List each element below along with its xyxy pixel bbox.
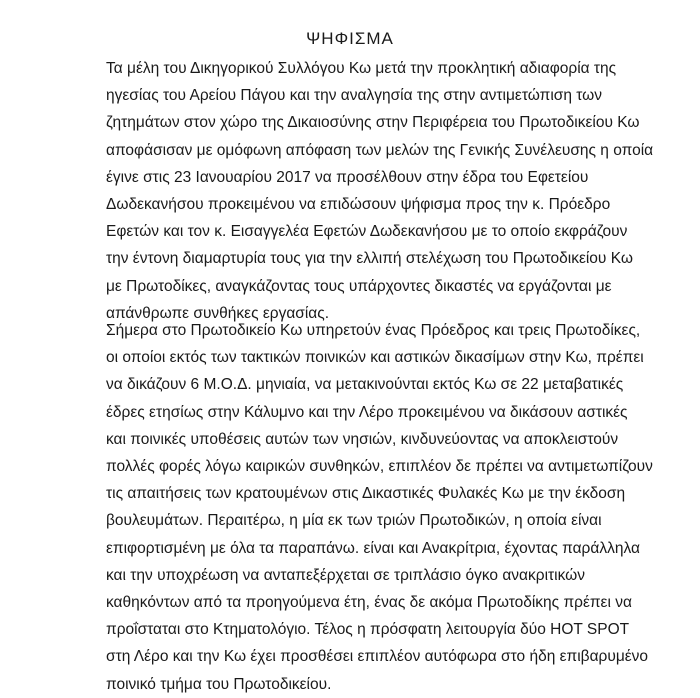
text-line: Τα μέλη του Δικηγορικού Συλλόγου Κω μετά την προκλητική αδιαφορία της	[106, 60, 617, 77]
text-line: έδρες ετησίως στην Κάλυμνο και την Λέρο προκειμένου να δικάσουν αστικές	[106, 403, 628, 421]
text-line: απάνθρωπε συνθήκες εργασίας.	[106, 304, 330, 322]
text-line: έγινε στις 23 Ιανουαρίου 2017 να προσέλθουν στην έδρα του Εφετείου	[106, 168, 589, 186]
text-line: στη Λέρο και την Κω έχει προσθέσει επιπλέον αυτόφωρα στο ήδη επιβαρυμένο	[106, 648, 649, 666]
text-line: να δικάζουν 6 Μ.Ο.Δ. μηνιαία, να μετακινούνται εκτός Κω σε 22 μεταβατικές	[106, 376, 624, 394]
text-line: τις απαιτήσεις των κρατουμένων στις Δικαστικές Φυλακές Κω με την έκδοση	[106, 485, 626, 503]
text-line: προΐσταται στο Κτηματολόγιο. Τέλος η πρόσφατη λειτουργία δύο HOT SPOT	[106, 621, 630, 639]
paragraph-1	[106, 55, 654, 327]
text-line: Εφετών και τον κ. Εισαγγελέα Εφετών Δωδεκανήσου με το οποίο εκφράζουν	[106, 223, 628, 241]
text-line: βουλευμάτων. Περαιτέρω, η μία εκ των τριών Πρωτοδικών, η οποία είναι	[106, 512, 602, 530]
text-line: την έντονη διαμαρτυρία τους για την ελλιπή στελέχωση του Πρωτοδικείου Κω	[106, 250, 633, 268]
text-line: Δωδεκανήσου προκειμένου να επιδώσουν ψήφισμα προς την κ. Πρόεδρο	[106, 196, 611, 214]
text-line: και την υποχρέωση να ανταπεξέρχεται σε τριπλάσιο όγκο ανακριτικών	[106, 566, 586, 584]
text-line: και ποινικές υποθέσεις αυτών των νησιών, κινδυνεύοντας να αποκλειστούν	[106, 430, 619, 448]
text-line: οι οποίοι εκτός των τακτικών ποινικών και αστικών δικασίμων στην Κω, πρέπει	[106, 349, 644, 367]
paragraph-2	[106, 317, 653, 698]
text-line: ηγεσίας του Αρείου Πάγου και την αναλγησία της στην αντιμετώπιση των	[106, 87, 603, 105]
text-line: καθηκόντων από τα προηγούμενα έτη, ένας δε ακόμα Πρωτοδίκης πρέπει να	[106, 594, 632, 612]
text-line: ποινικό τμήμα του Πρωτοδικείου.	[106, 675, 332, 693]
text-line: Σήμερα στο Πρωτοδικείο Κω υπηρετούν ένας Πρόεδρος και τρεις Πρωτοδίκες,	[106, 322, 641, 339]
text-line: πολλές φορές λόγω καιρικών συνθηκών, επιπλέον δε πρέπει να αντιμετωπίζουν	[106, 458, 653, 476]
text-line: επιφορτισμένη με όλα τα παραπάνω. είναι και Ανακρίτρια, έχοντας παράλληλα	[106, 539, 640, 557]
text-line: αποφάσισαν με ομόφωνη απόφαση των μελών της Γενικής Συνέλευσης η οποία	[106, 141, 654, 159]
text-line: ζητημάτων στον χώρο της Δικαιοσύνης στην Περιφέρεια του Πρωτοδικείου Κω	[106, 114, 640, 132]
document-title: ΨΗΦΙΣΜΑ	[306, 29, 394, 48]
text-line: με Πρωτοδίκες, αναγκάζοντας τους υπάρχοντες δικαστές να εργάζονται με	[106, 277, 612, 295]
